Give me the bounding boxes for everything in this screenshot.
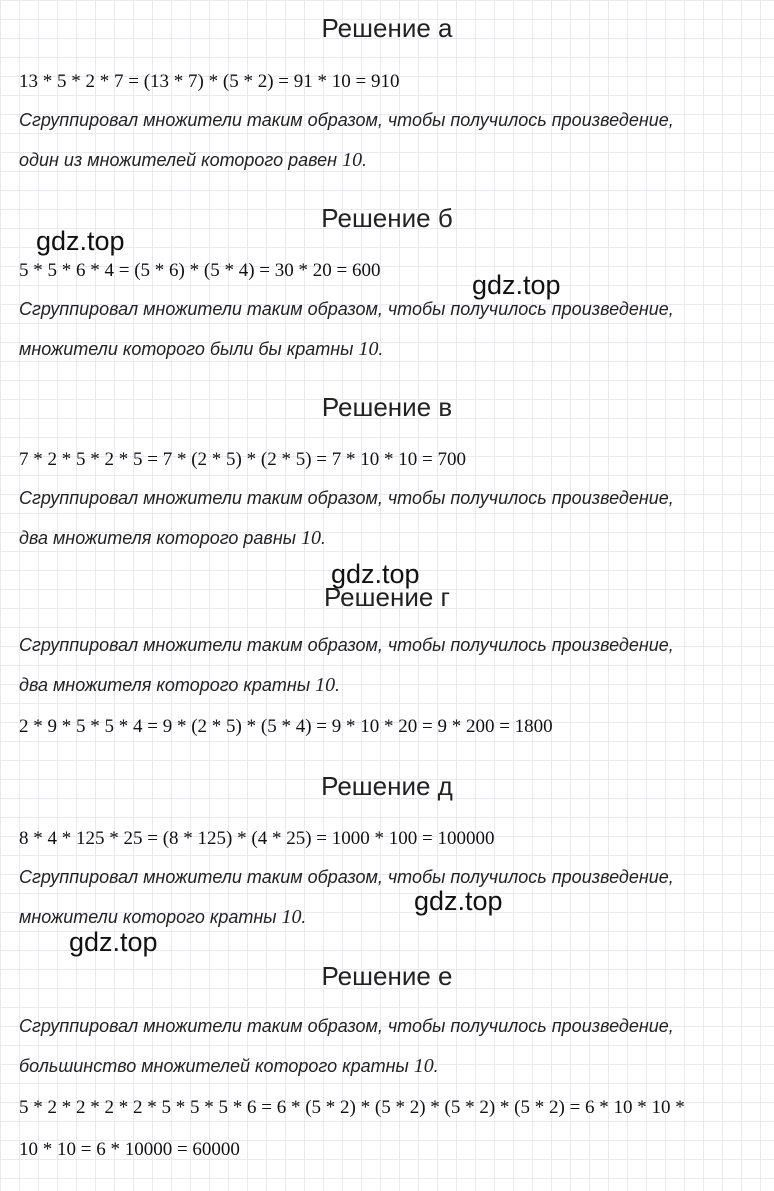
section-c-note-line2: два множителя которого равны 10. <box>19 527 327 549</box>
section-f-equation-line2: 10 * 10 = 6 * 10000 = 60000 <box>19 1139 240 1160</box>
section-a-equation: 13 * 5 * 2 * 7 = (13 * 7) * (5 * 2) = 91 * 10 = 910 <box>19 71 400 92</box>
section-d-equation: 2 * 9 * 5 * 5 * 4 = 9 * (2 * 5) * (5 * 4) = 9 * 10 * 20 = 9 * 200 = 1800 <box>19 716 553 737</box>
section-f-equation-line1: 5 * 2 * 2 * 2 * 2 * 5 * 5 * 5 * 6 = 6 * (5 * 2) * (5 * 2) * (5 * 2) * (5 * 2) = 6 * 10 * 10 * <box>19 1097 685 1118</box>
section-a-note-line1: Сгруппировал множители таким образом, чтобы получилось произведение, <box>19 110 674 130</box>
watermark: gdz.top <box>36 226 125 256</box>
section-f-note-line1: Сгруппировал множители таким образом, чтобы получилось произведение, <box>19 1016 674 1036</box>
section-a-note-number: 10 <box>342 149 363 171</box>
watermark: gdz.top <box>69 927 158 957</box>
section-a-heading: Решение а <box>321 13 453 43</box>
section-a-note-line2: один из множителей которого равен 10. <box>19 149 368 171</box>
watermark: gdz.top <box>414 886 503 916</box>
section-d-note-number: 10 <box>315 674 336 696</box>
section-e-equation: 8 * 4 * 125 * 25 = (8 * 125) * (4 * 25) = 1000 * 100 = 100000 <box>19 828 495 849</box>
section-c-equation: 7 * 2 * 5 * 2 * 5 = 7 * (2 * 5) * (2 * 5) = 7 * 10 * 10 = 700 <box>19 449 466 470</box>
section-f-note-number: 10 <box>413 1055 434 1077</box>
section-e-note-number: 10 <box>281 906 302 928</box>
section-b-note-line1: Сгруппировал множители таким образом, чтобы получилось произведение, <box>19 299 674 319</box>
watermark: gdz.top <box>331 559 420 589</box>
section-d-heading: Решение г <box>323 582 451 612</box>
section-e-heading: Решение д <box>321 771 453 801</box>
section-f-heading: Решение е <box>321 961 453 991</box>
section-e-note-line2: множители которого кратны 10. <box>19 906 307 928</box>
section-d-note-line1: Сгруппировал множители таким образом, чтобы получилось произведение, <box>19 635 674 655</box>
section-f-note-line2: большинство множителей которого кратны 10. <box>19 1055 439 1077</box>
section-d-note-line2: два множителя которого кратны 10. <box>19 674 341 696</box>
section-b-equation: 5 * 5 * 6 * 4 = (5 * 6) * (5 * 4) = 30 * 20 = 600 <box>19 260 381 281</box>
section-e-note-line1: Сгруппировал множители таким образом, чтобы получилось произведение, <box>19 867 674 887</box>
watermark: gdz.top <box>472 270 561 300</box>
section-b-heading: Решение б <box>321 203 453 233</box>
section-b-note-number: 10 <box>358 338 379 360</box>
section-c-note-number: 10 <box>301 527 321 549</box>
section-c-heading: Решение в <box>321 392 453 422</box>
section-b-note-line2: множители которого были бы кратны 10. <box>19 338 384 360</box>
section-c-note-line1: Сгруппировал множители таким образом, чтобы получилось произведение, <box>19 488 674 508</box>
